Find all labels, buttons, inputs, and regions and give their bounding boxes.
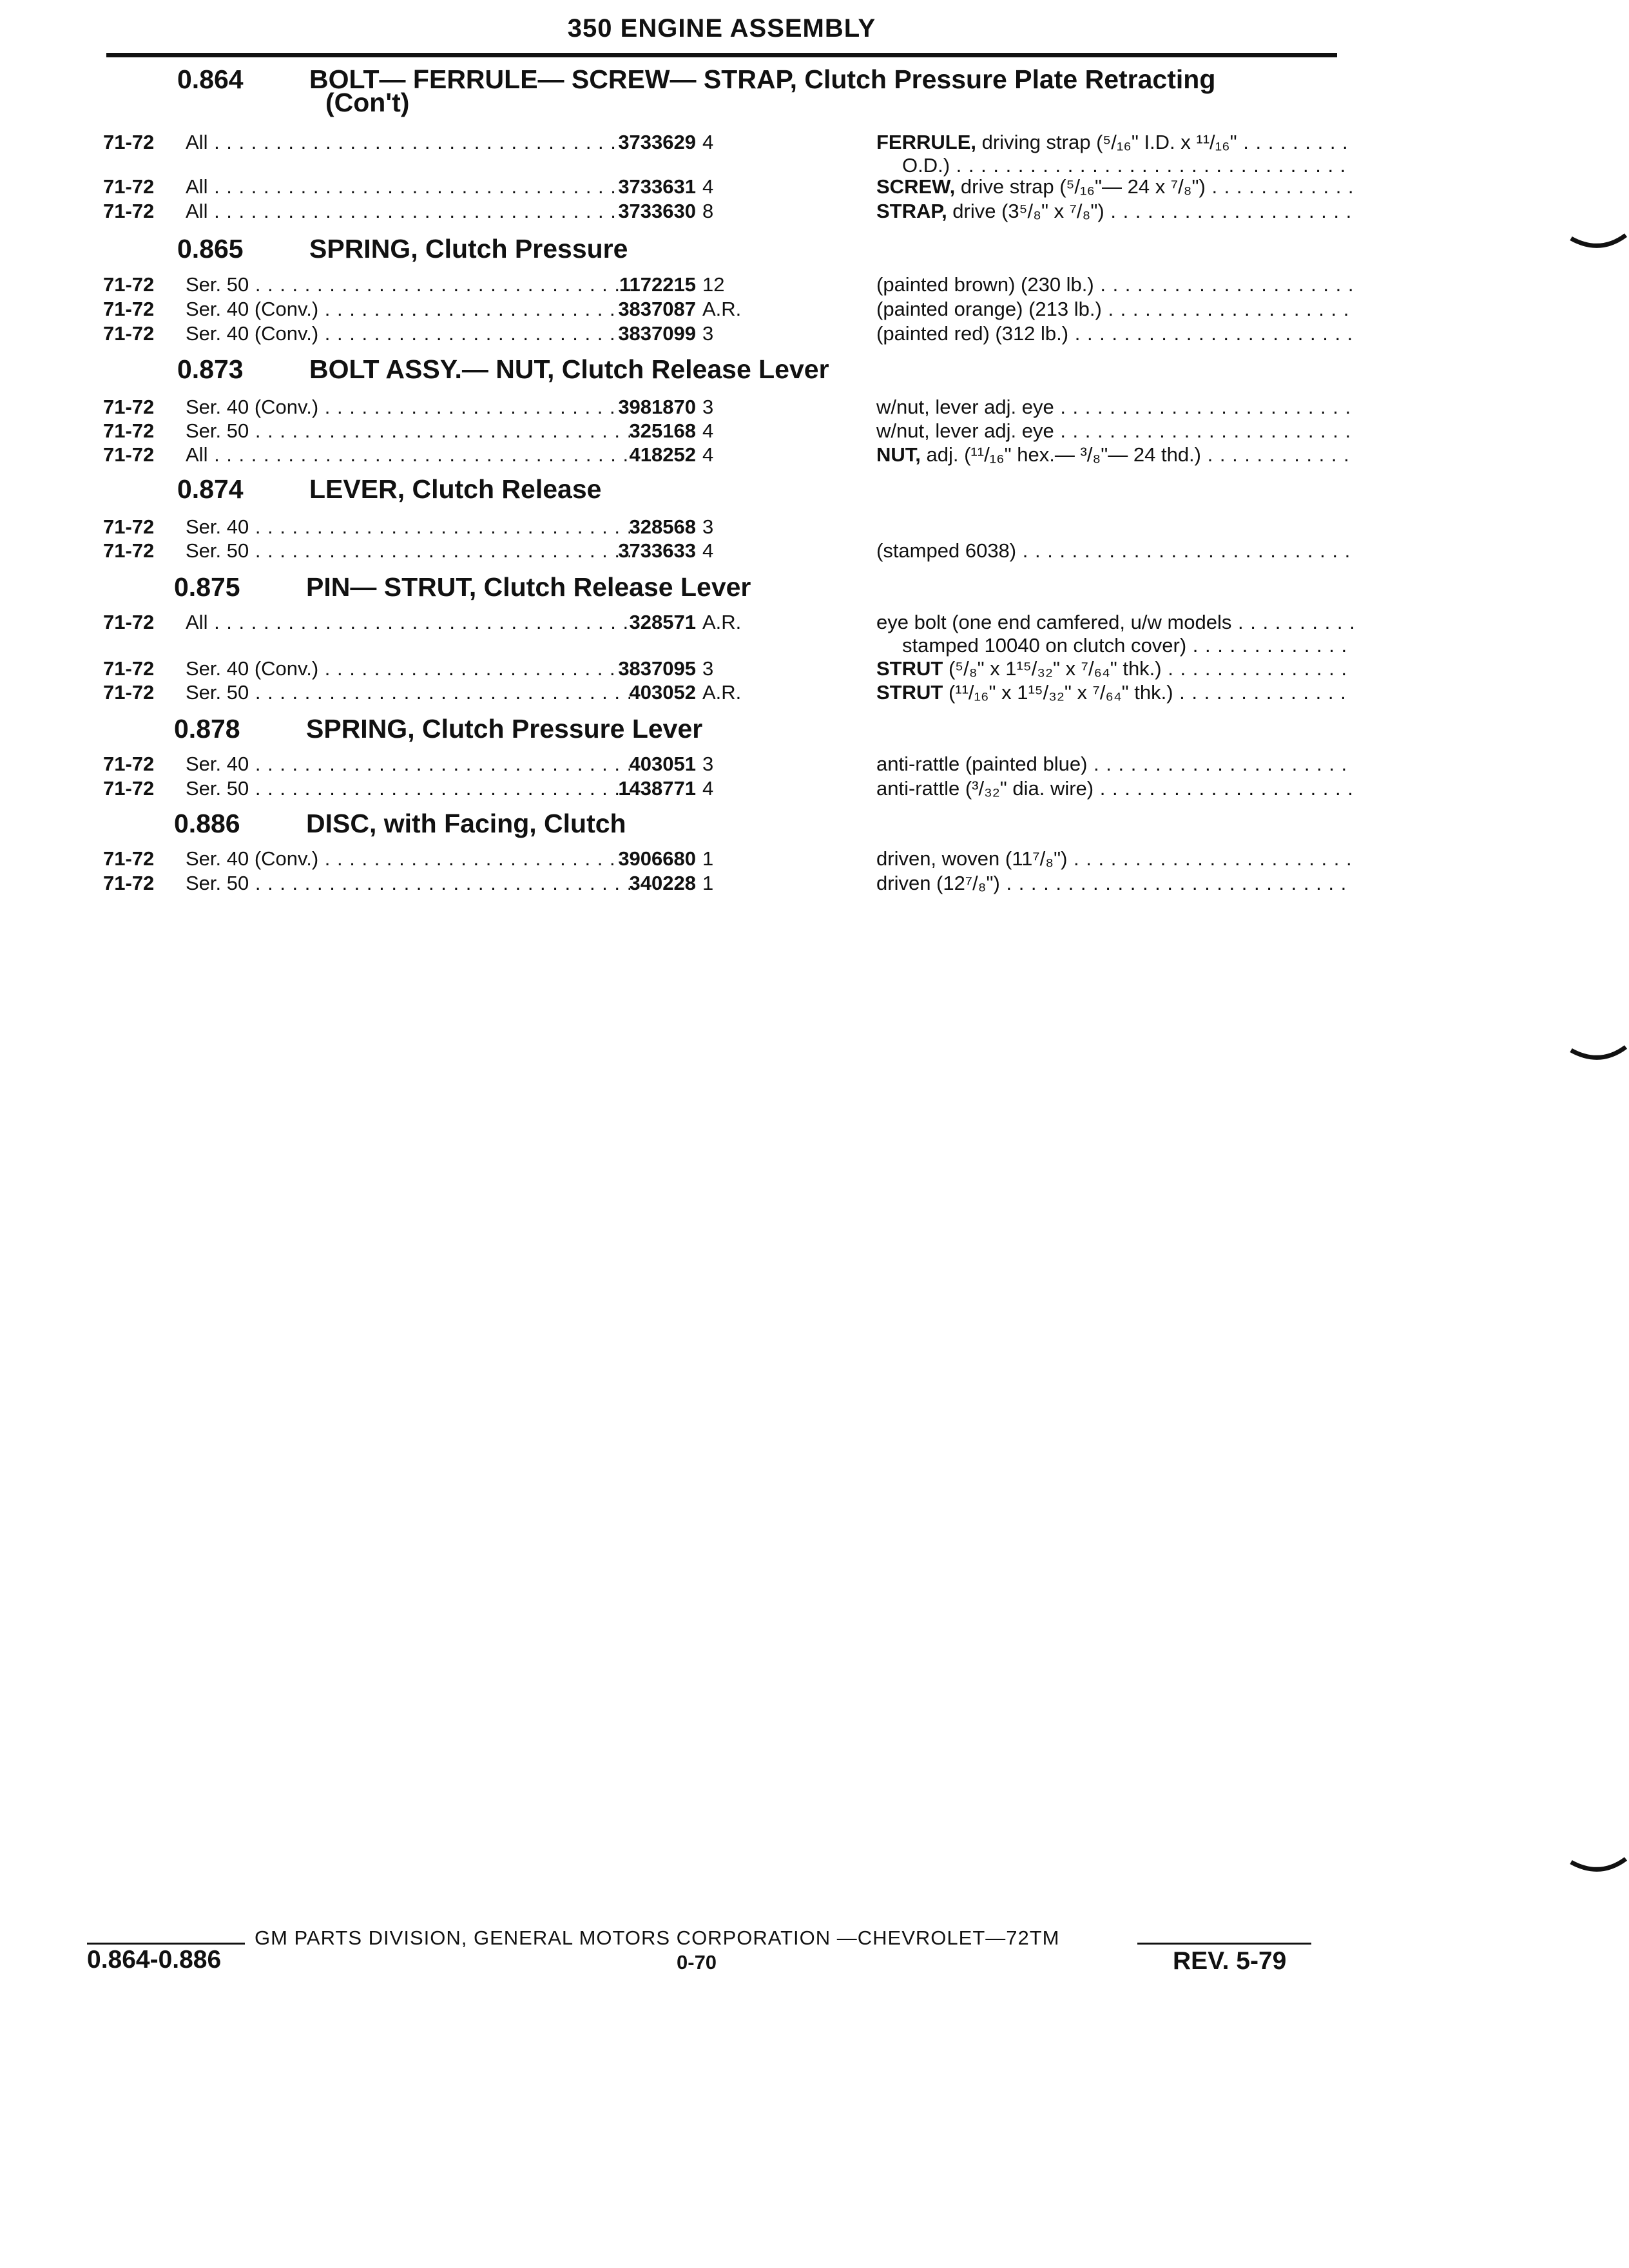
part-number: 340228 — [629, 872, 696, 894]
part-row — [103, 200, 1360, 226]
part-number: 418252 — [629, 443, 696, 466]
description — [876, 273, 1353, 296]
binder-hole-mark — [1568, 1044, 1629, 1070]
part-number: 3733633 — [618, 539, 696, 562]
section-number: 0.878 — [174, 714, 240, 744]
model-years: 71-72 — [103, 131, 155, 153]
section-title: DISC, with Facing, Clutch — [306, 809, 626, 838]
part-row — [103, 298, 1360, 323]
section-number: 0.874 — [177, 474, 244, 504]
description-text: (stamped 6038) — [876, 539, 1017, 562]
quantity: 3 — [702, 515, 714, 538]
model-years: 71-72 — [103, 200, 155, 222]
part-row — [103, 872, 1360, 898]
description — [876, 847, 1353, 870]
footer-revision: REV. 5-79 — [1173, 1947, 1287, 1975]
description-text: driven, woven (11⁷/₈") — [876, 847, 1068, 870]
part-row — [103, 847, 1360, 873]
description — [876, 175, 1353, 198]
description — [876, 753, 1353, 776]
quantity: 4 — [702, 131, 714, 153]
model-years: 71-72 — [103, 443, 155, 466]
section-heading — [177, 234, 1305, 263]
description-keyword: NUT, — [876, 443, 921, 466]
part-row — [103, 175, 1360, 201]
section-number: 0.875 — [174, 572, 240, 602]
description — [876, 322, 1353, 345]
description — [876, 611, 1353, 634]
part-row — [103, 443, 1360, 469]
application: Ser. 50 . . . — [186, 539, 630, 562]
description — [876, 777, 1353, 800]
quantity: 4 — [702, 443, 714, 466]
part-number: 3906680 — [618, 847, 696, 870]
part-number: 328571 — [629, 611, 696, 633]
model-years: 71-72 — [103, 753, 155, 775]
description-text: w/nut, lever adj. eye — [876, 396, 1054, 418]
footer-rule-left — [87, 1943, 245, 1945]
section-title: BOLT ASSY.— NUT, Clutch Release Lever — [309, 354, 829, 384]
quantity: A.R. — [702, 681, 742, 704]
model-years: 71-72 — [103, 681, 155, 704]
description-text: driven (12⁷/₈") — [876, 872, 1000, 894]
application: Ser. 40 (Conv.) . . . — [186, 396, 630, 419]
application: Ser. 40 (Conv.) . . . — [186, 847, 630, 870]
application: All . . . — [186, 131, 630, 154]
part-number: 3837095 — [618, 657, 696, 680]
model-years: 71-72 — [103, 175, 155, 198]
part-number: 3837099 — [618, 322, 696, 345]
section-title: PIN— STRUT, Clutch Release Lever — [306, 572, 751, 602]
section-number: 0.886 — [174, 809, 240, 838]
part-row — [103, 611, 1360, 660]
footer-publisher: GM PARTS DIVISION, GENERAL MOTORS CORPORATION —CHEVROLET—72TM — [255, 1927, 1060, 1949]
quantity: 3 — [702, 657, 714, 680]
description-continued: stamped 10040 on clutch cover) . . . — [902, 634, 1353, 657]
quantity: 8 — [702, 200, 714, 222]
quantity: 12 — [702, 273, 725, 296]
quantity: 1 — [702, 872, 714, 894]
parts-list — [0, 0, 1629, 966]
part-number: 325168 — [629, 419, 696, 442]
description — [876, 872, 1353, 895]
part-number: 3837087 — [618, 298, 696, 320]
application: All . . . — [186, 443, 630, 466]
part-number: 3733631 — [618, 175, 696, 198]
section-title: BOLT— FERRULE— SCREW— STRAP, Clutch Pressure Plate Retracting — [309, 64, 1216, 94]
section-title: LEVER, Clutch Release — [309, 474, 602, 504]
part-number: 3981870 — [618, 396, 696, 418]
section-number: 0.865 — [177, 234, 244, 264]
description-keyword: FERRULE, — [876, 131, 976, 153]
section-number: 0.864 — [177, 64, 244, 94]
model-years: 71-72 — [103, 396, 155, 418]
description-text: driving strap (⁵/₁₆" I.D. x ¹¹/₁₆" — [976, 131, 1237, 153]
description-text: (⁵/₈" x 1¹⁵/₃₂" x ⁷/₆₄" thk.) — [943, 657, 1162, 680]
application: Ser. 40 (Conv.) . . . — [186, 322, 630, 345]
description-text: (painted brown) (230 lb.) — [876, 273, 1094, 296]
description — [876, 396, 1353, 419]
description-text: drive (3⁵/₈" x ⁷/₈") — [947, 200, 1104, 222]
quantity: A.R. — [702, 298, 742, 320]
footer-rule-right — [1137, 1943, 1311, 1945]
model-years: 71-72 — [103, 777, 155, 800]
description — [876, 419, 1353, 443]
description-text: anti-rattle (painted blue) — [876, 753, 1088, 775]
page-title: 350 ENGINE ASSEMBLY — [567, 14, 876, 43]
footer-range: 0.864-0.886 — [87, 1946, 222, 1974]
section-heading — [174, 572, 1302, 601]
description — [876, 539, 1353, 562]
section-subtitle: (Con't) — [325, 88, 410, 117]
part-row — [103, 539, 1360, 565]
description-continued: O.D.) . . . — [902, 154, 1353, 177]
section-title: SPRING, Clutch Pressure — [309, 234, 628, 264]
application: Ser. 40 . . . — [186, 515, 630, 539]
description-text: (¹¹/₁₆" x 1¹⁵/₃₂" x ⁷/₆₄" thk.) — [943, 681, 1173, 704]
model-years: 71-72 — [103, 847, 155, 870]
description — [876, 131, 1353, 154]
section-heading — [174, 714, 1302, 743]
application: All . . . — [186, 175, 630, 198]
section-title: SPRING, Clutch Pressure Lever — [306, 714, 703, 744]
part-number: 1172215 — [619, 273, 696, 296]
quantity: 3 — [702, 322, 714, 345]
part-number: 3733629 — [618, 131, 696, 153]
model-years: 71-72 — [103, 322, 155, 345]
model-years: 71-72 — [103, 419, 155, 442]
description — [876, 200, 1353, 223]
description — [876, 298, 1353, 321]
quantity: 4 — [702, 175, 714, 198]
application: Ser. 50 . . . — [186, 777, 630, 800]
application: Ser. 50 . . . — [186, 273, 630, 296]
quantity: 1 — [702, 847, 714, 870]
description-text: eye bolt (one end camfered, u/w models — [876, 611, 1232, 633]
part-number: 328568 — [629, 515, 696, 538]
section-heading — [177, 354, 1305, 383]
part-row — [103, 657, 1360, 683]
part-number: 403051 — [629, 753, 696, 775]
model-years: 71-72 — [103, 539, 155, 562]
model-years: 71-72 — [103, 657, 155, 680]
part-row — [103, 681, 1360, 707]
description — [876, 681, 1353, 704]
binder-hole-mark — [1568, 232, 1629, 258]
model-years: 71-72 — [103, 515, 155, 538]
description — [876, 443, 1353, 466]
binder-hole-mark — [1568, 1856, 1629, 1881]
application: Ser. 50 . . . — [186, 419, 630, 443]
section-heading — [177, 474, 1305, 503]
application: Ser. 40 . . . — [186, 753, 630, 776]
application: Ser. 50 . . . — [186, 872, 630, 895]
quantity: 4 — [702, 419, 714, 442]
description-keyword: SCREW, — [876, 175, 956, 198]
description-keyword: STRUT — [876, 681, 943, 704]
description-text: (painted red) (312 lb.) — [876, 322, 1069, 345]
part-number: 3733630 — [618, 200, 696, 222]
model-years: 71-72 — [103, 273, 155, 296]
quantity: A.R. — [702, 611, 742, 633]
model-years: 71-72 — [103, 872, 155, 894]
section-number: 0.873 — [177, 354, 244, 384]
section-heading — [177, 64, 1305, 116]
model-years: 71-72 — [103, 298, 155, 320]
quantity: 4 — [702, 777, 714, 800]
footer-page-number: 0-70 — [677, 1951, 717, 1974]
quantity: 4 — [702, 539, 714, 562]
part-row — [103, 777, 1360, 803]
part-row — [103, 753, 1360, 778]
application: Ser. 40 (Conv.) . . . — [186, 298, 630, 321]
description-keyword: STRAP, — [876, 200, 947, 222]
application: All . . . — [186, 200, 630, 223]
description-text: anti-rattle (³/₃₂" dia. wire) — [876, 777, 1094, 800]
description-keyword: STRUT — [876, 657, 943, 680]
part-row — [103, 322, 1360, 348]
application: All . . . — [186, 611, 630, 634]
description-text: (painted orange) (213 lb.) — [876, 298, 1102, 320]
model-years: 71-72 — [103, 611, 155, 633]
application: Ser. 50 . . . — [186, 681, 630, 704]
description-text: drive strap (⁵/₁₆"— 24 x ⁷/₈") — [955, 175, 1206, 198]
part-row — [103, 273, 1360, 299]
part-row — [103, 131, 1360, 180]
description-text: w/nut, lever adj. eye — [876, 419, 1054, 442]
quantity: 3 — [702, 753, 714, 775]
part-row — [103, 396, 1360, 421]
description — [876, 657, 1353, 680]
description-text: adj. (¹¹/₁₆" hex.— ³/₈"— 24 thd.) — [920, 443, 1201, 466]
part-number: 1438771 — [618, 777, 696, 800]
section-heading — [174, 809, 1302, 838]
application: Ser. 40 (Conv.) . . . — [186, 657, 630, 680]
part-row — [103, 419, 1360, 445]
part-number: 403052 — [629, 681, 696, 704]
part-row — [103, 515, 1360, 541]
quantity: 3 — [702, 396, 714, 418]
